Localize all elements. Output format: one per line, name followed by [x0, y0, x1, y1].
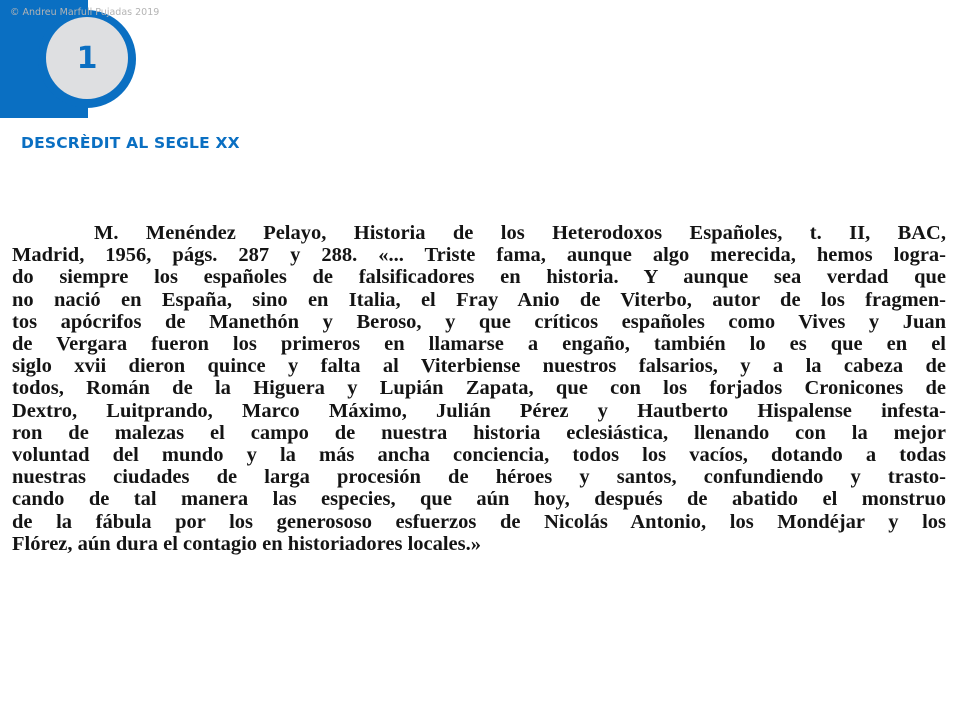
quote-line: do siempre los españoles de falsificadores en historia. Y aunque sea verdad que [12, 266, 946, 289]
quote-line: de la fábula por los generososo esfuerzos de Nicolás Antonio, los Mondéjar y los [12, 510, 946, 533]
quote-line: Dextro, Luitprando, Marco Máximo, Julián Pérez y Hautberto Hispalense infesta- [12, 399, 946, 422]
quote-line: Flórez, aún dura el contagio en historiadores locales.» [12, 532, 482, 555]
quote-line: voluntad del mundo y la más ancha conciencia, todos los vacíos, dotando a todas [12, 444, 946, 467]
quote-line: M. Menéndez Pelayo, Historia de los Heterodoxos Españoles, t. II, BAC, [94, 222, 946, 244]
quote-line: nuestras ciudades de larga procesión de héroes y santos, confundiendo y trasto- [12, 466, 946, 489]
quote-line: siglo xvii dieron quince y falta al Viterbiense nuestros falsarios, y a la cabeza de [12, 355, 946, 378]
slide-number-badge [46, 17, 128, 99]
scanned-quote-block [12, 222, 946, 555]
section-title: DESCRÈDIT AL SEGLE XX [21, 134, 240, 152]
quote-line: Madrid, 1956, págs. 287 y 288. «... Triste fama, aunque algo merecida, hemos logra- [12, 244, 946, 267]
quote-line: ron de malezas el campo de nuestra historia eclesiástica, llenando con la mejor [12, 421, 946, 444]
slide-number: 1 [76, 40, 98, 76]
quote-line: no nació en España, sino en Italia, el Fray Anio de Viterbo, autor de los fragmen- [12, 288, 946, 311]
quote-line: de Vergara fueron los primeros en llamarse a engaño, también lo es que en el [12, 333, 946, 356]
copyright-notice: © Andreu Marfull Pujadas 2019 [10, 7, 160, 18]
quote-line: tos apócrifos de Manethón y Beroso, y que críticos españoles como Vives y Juan [12, 310, 946, 333]
quote-line: todos, Román de la Higuera y Lupián Zapata, que con los forjados Cronicones de [12, 377, 946, 400]
quote-line: cando de tal manera las especies, que aún hoy, después de abatido el monstruo [12, 488, 946, 511]
